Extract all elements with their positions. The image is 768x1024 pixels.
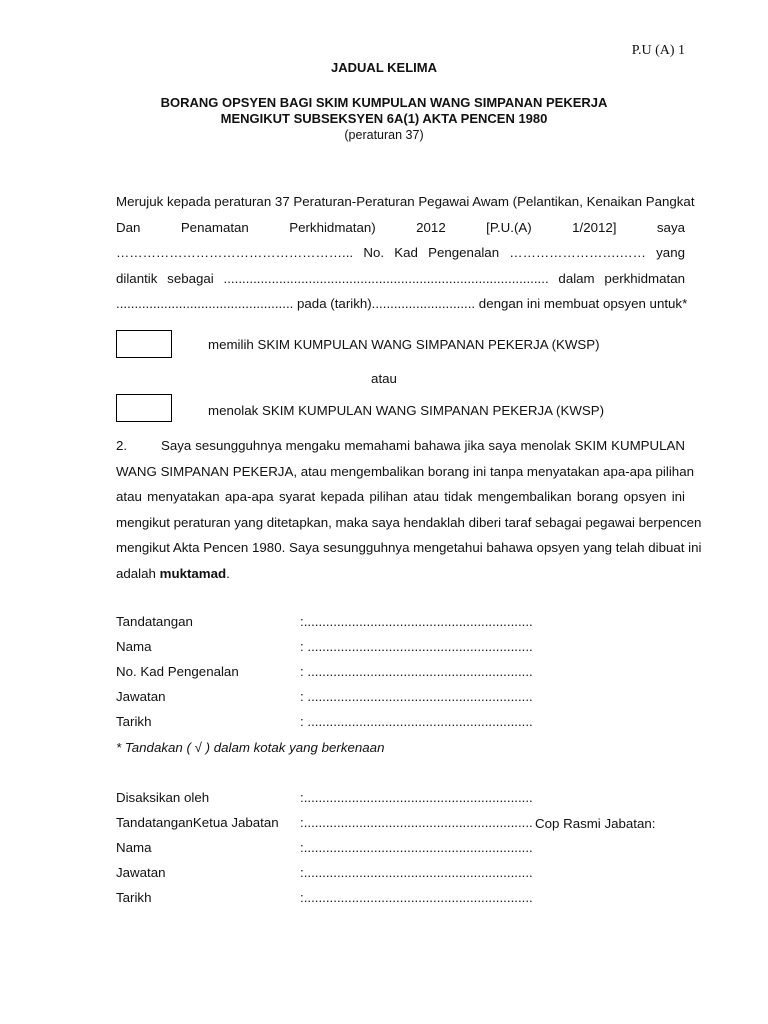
intro-line: ................................................ pada (tarikh)............................ dengan ini membuat opsyen untuk* xyxy=(116,296,688,311)
reject-kwsp-checkbox[interactable] xyxy=(116,394,172,422)
field-value[interactable]: :.............................................................. xyxy=(300,865,533,880)
field-value[interactable]: : ............................................................. xyxy=(300,689,533,704)
declaration-line xyxy=(116,561,685,587)
field-label: No. Kad Pengenalan xyxy=(116,664,239,679)
declaration-line xyxy=(116,433,685,459)
field-label: Tarikh xyxy=(116,890,152,905)
paragraph-number: 2. xyxy=(116,438,128,453)
declaration-line: mengikut Akta Pencen 1980. Saya sesungguhnya mengetahui bahawa opsyen yang telah dibuat ini xyxy=(116,540,702,555)
field-value[interactable]: : ............................................................. xyxy=(300,664,533,679)
schedule-title: JADUAL KELIMA xyxy=(331,60,437,75)
official-stamp-label: Cop Rasmi Jabatan: xyxy=(535,816,656,831)
field-value[interactable]: :.............................................................. xyxy=(300,815,533,830)
declaration-text: . xyxy=(226,565,230,581)
declaration-text: adalah xyxy=(116,565,160,581)
declaration-text: Saya sesungguhnya mengaku memahami bahawa jika saya menolak SKIM KUMPULAN xyxy=(161,438,685,453)
form-title-line-1: BORANG OPSYEN BAGI SKIM KUMPULAN WANG SIMPANAN PEKERJA xyxy=(160,95,608,110)
accept-kwsp-label: memilih SKIM KUMPULAN WANG SIMPANAN PEKERJA (KWSP) xyxy=(208,337,600,352)
regulation-reference: (peraturan 37) xyxy=(344,128,424,142)
field-label: Tarikh xyxy=(116,714,152,729)
declaration-paragraph xyxy=(116,433,702,586)
reject-kwsp-label: menolak SKIM KUMPULAN WANG SIMPANAN PEKERJA (KWSP) xyxy=(208,403,605,418)
field-label: Nama xyxy=(116,639,152,654)
field-value[interactable]: :.............................................................. xyxy=(300,840,533,855)
field-label: Jawatan xyxy=(116,865,166,880)
declaration-line: atau menyatakan apa-apa syarat kepada pilihan atau tidak mengembalikan borang opsyen ini xyxy=(116,489,685,504)
intro-line: ……………………………………………... No. Kad Pengenalan …………………….…… yang xyxy=(116,245,685,260)
field-label: Jawatan xyxy=(116,689,166,704)
intro-line: Merujuk kepada peraturan 37 Peraturan-Peraturan Pegawai Awam (Pelantikan, Kenaikan Pangkat xyxy=(116,194,695,209)
field-value[interactable]: : ............................................................. xyxy=(300,714,533,729)
form-title-line-2: MENGIKUT SUBSEKSYEN 6A(1) AKTA PENCEN 1980 xyxy=(220,111,548,126)
field-value[interactable]: :.............................................................. xyxy=(300,890,533,905)
intro-line: Dan Penamatan Perkhidmatan) 2012 [P.U.(A) 1/2012] saya xyxy=(116,219,685,235)
field-value[interactable]: :.............................................................. xyxy=(300,614,533,629)
field-label: Tandatangan xyxy=(116,614,193,629)
field-value[interactable]: : ............................................................. xyxy=(300,639,533,654)
intro-line: dilantik sebagai ........................................................................................ dalam perkhidmatan xyxy=(116,270,685,286)
declaration-line: WANG SIMPANAN PEKERJA, atau mengembalikan borang ini tanpa menyatakan apa-apa pilihan xyxy=(116,463,694,479)
intro-paragraph xyxy=(116,189,695,317)
checkbox-instruction-note: * Tandakan ( √ ) dalam kotak yang berkenaan xyxy=(116,740,385,755)
accept-kwsp-checkbox[interactable] xyxy=(116,330,172,358)
field-label: TandatanganKetua Jabatan xyxy=(116,815,279,830)
field-value[interactable]: :.............................................................. xyxy=(300,790,533,805)
page-reference: P.U (A) 1 xyxy=(631,43,685,58)
or-separator: atau xyxy=(371,371,397,386)
field-label: Nama xyxy=(116,840,152,855)
final-keyword: muktamad xyxy=(159,565,227,581)
declaration-line: mengikut peraturan yang ditetapkan, maka saya hendaklah diberi taraf sebagai pegawai berpencen xyxy=(116,514,702,530)
field-label: Disaksikan oleh xyxy=(116,790,210,805)
